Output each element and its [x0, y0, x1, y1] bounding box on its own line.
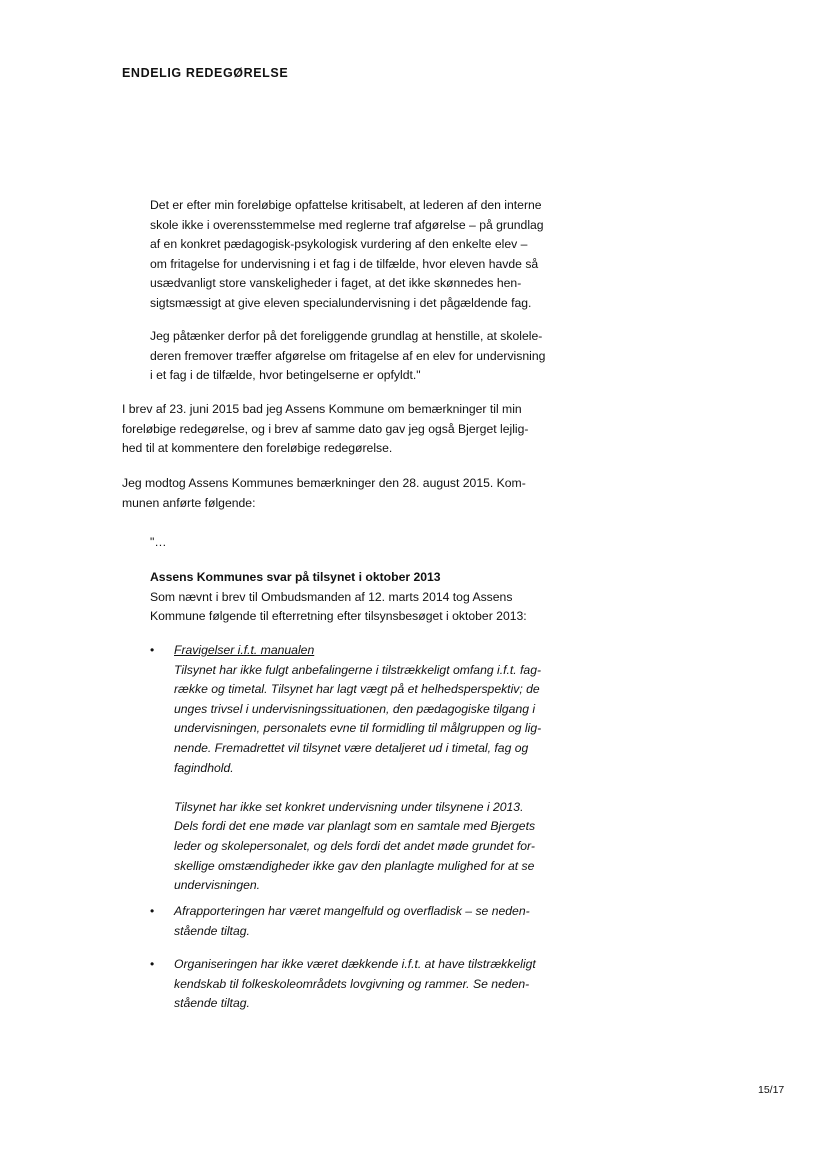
section-block — [150, 568, 527, 627]
text-line: stående tiltag. — [174, 996, 250, 1011]
text-line: usædvanligt store vanskeligheder i faget, at det ikke skønnedes hen- — [150, 276, 522, 291]
text-line: skellige omstændigheder ikke gav den planlagte mulighed for at se — [174, 858, 535, 873]
bullet-title: Fravigelser i.f.t. manualen — [174, 643, 315, 657]
text-line: Det er efter min foreløbige opfattelse kritisabelt, at lederen af den interne — [150, 198, 542, 212]
text-line: Jeg påtænker derfor på det foreliggende grundlag at henstille, at skolele- — [150, 329, 543, 343]
text-line: munen anførte følgende: — [122, 495, 256, 510]
text-line: Som nævnt i brev til Ombudsmanden af 12. marts 2014 tog Assens — [150, 589, 513, 604]
text-line: Organiseringen har ikke været dækkende i.f.t. at have tilstrækkeligt — [174, 957, 536, 971]
bullet-icon: • — [150, 904, 155, 918]
bullet-icon: • — [150, 643, 155, 657]
text-line: Kommune følgende til efterretning efter tilsynsbesøget i oktober 2013: — [150, 609, 527, 624]
bullet-body — [174, 641, 541, 896]
quote-paragraph — [150, 196, 544, 314]
text-line: Tilsynet har ikke set konkret undervisning under tilsynene i 2013. — [174, 799, 524, 814]
text-line: undervisningen, personalets evne til formidling til målgruppen og lig- — [174, 721, 542, 736]
text-line: Dels fordi det ene møde var planlagt som en samtale med Bjergets — [174, 819, 536, 834]
text-line: om fritagelse for undervisning i et fag i de tilfælde, hvor eleven havde så — [150, 256, 539, 271]
text-line: Tilsynet har ikke fulgt anbefalingerne i tilstrækkeligt omfang i.f.t. fag- — [174, 662, 542, 677]
text-line: leder og skolepersonalet, og dels fordi det andet møde grundet for- — [174, 838, 535, 853]
bullet-body — [174, 955, 536, 1014]
text-line: fagindhold. — [174, 760, 234, 775]
text-line: nende. Fremadrettet vil tilsynet være detaljeret ud i timetal, fag og — [174, 740, 529, 755]
text-line: undervisningen. — [174, 878, 261, 893]
page-number: 15/17 — [758, 1084, 785, 1096]
text-line: Jeg modtog Assens Kommunes bemærkninger den 28. august 2015. Kom- — [122, 476, 526, 490]
text-line: af en konkret pædagogisk-psykologisk vurdering af den enkelte elev – — [150, 237, 528, 252]
text-line: kendskab til folkeskoleområdets lovgivning og rammer. Se neden- — [174, 976, 530, 991]
section-heading: Assens Kommunes svar på tilsynet i oktober 2013 — [150, 570, 441, 584]
text-line: unges trivsel i undervisningssituationen, den pædagogiske tilgang i — [174, 701, 536, 716]
text-line: deren fremover træffer afgørelse om fritagelse af en elev for undervisning — [150, 348, 546, 363]
text-line: I brev af 23. juni 2015 bad jeg Assens Kommune om bemærkninger til min — [122, 402, 522, 416]
text-line: skole ikke i overensstemmelse med reglerne traf afgørelse – på grundlag — [150, 217, 544, 232]
spacer — [174, 778, 541, 798]
text-line: Afrapporteringen har været mangelfuld og overfladisk – se neden- — [174, 904, 530, 918]
text-line: række og timetal. Tilsynet har lagt vægt på et helhedsperspektiv; de — [174, 682, 540, 697]
text-line: stående tiltag. — [174, 923, 250, 938]
text-line: sigtsmæssigt at give eleven specialundervisning i det pågældende fag. — [150, 295, 532, 310]
text-line: foreløbige redegørelse, og i brev af samme dato gav jeg også Bjerget lejlig- — [122, 421, 529, 436]
text-line: i et fag i de tilfælde, hvor betingelserne er opfyldt." — [150, 368, 421, 383]
quote-open-marker: "… — [150, 535, 167, 549]
bullet-body — [174, 902, 530, 941]
text-line: hed til at kommentere den foreløbige redegørelse. — [122, 441, 393, 456]
bullet-icon: • — [150, 957, 155, 971]
body-paragraph — [122, 400, 528, 459]
body-paragraph — [122, 474, 526, 513]
quote-paragraph — [150, 327, 545, 386]
document-header: ENDELIG REDEGØRELSE — [122, 66, 289, 80]
